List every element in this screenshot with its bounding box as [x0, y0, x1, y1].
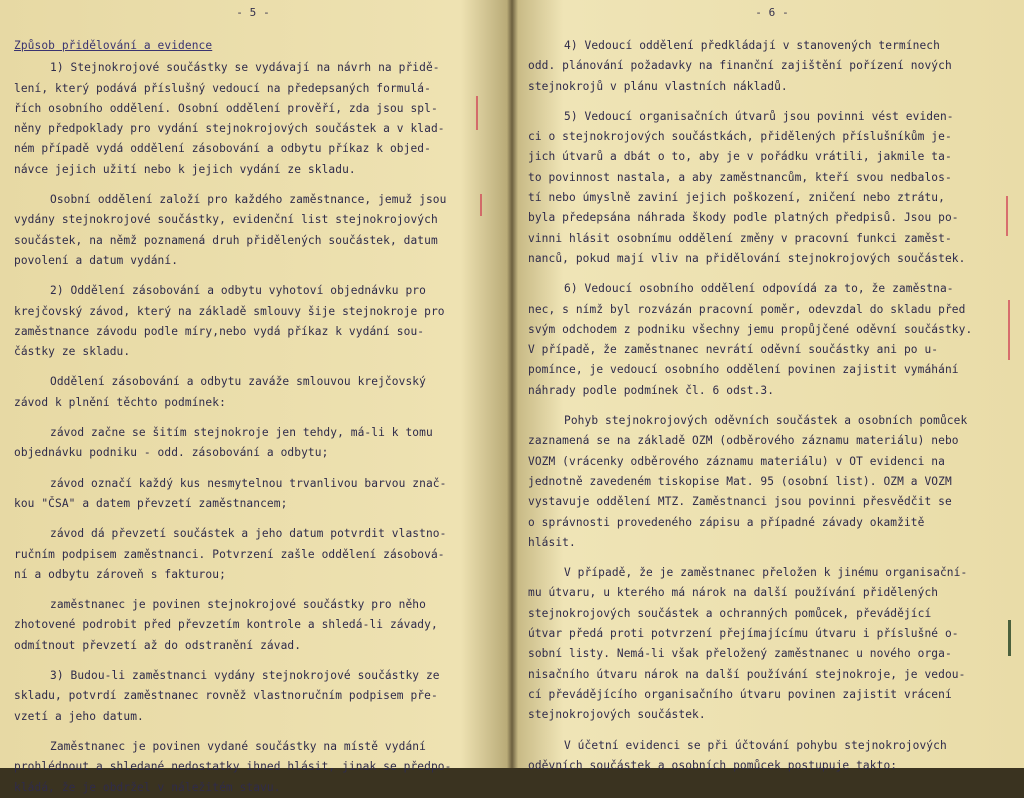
- text-line: kládá, že je obdržel v náležitém stavu.: [14, 780, 281, 794]
- text-line: 5) Vedoucí organisačních útvarů jsou povinni vést eviden-: [564, 109, 954, 123]
- text-line: 6) Vedoucí osobního oddělení odpovídá za to, že zaměstna-: [564, 282, 954, 296]
- text-line: řích osobního oddělení. Osobní oddělení prověří, zda jsou spl-: [14, 101, 438, 115]
- text-line: odd. plánování požadavky na finanční zajištění pořízení nových: [528, 59, 952, 73]
- margin-mark: [476, 96, 478, 130]
- text-line: o správnosti provedeného zápisu a případné závady okamžitě: [528, 515, 925, 529]
- paragraph: [14, 190, 492, 271]
- text-line: odmítnout převzetí až do odstranění závad.: [14, 638, 302, 652]
- right-page: [514, 0, 1024, 772]
- text-line: objednávku podniku - odd. zásobování a odbytu;: [14, 446, 329, 460]
- text-line: Oddělení zásobování a odbytu zaváže smlouvou krejčovský: [50, 375, 426, 389]
- margin-mark: [1008, 300, 1010, 360]
- text-line: 4) Vedoucí oddělení předkládají v stanovených termínech: [564, 39, 940, 52]
- text-line: oděvních součástek a osobních pomůcek postupuje takto:: [528, 758, 898, 772]
- text-line: vinni hlásit osobnímu oddělení změny v pracovní funkci zaměst-: [528, 231, 952, 245]
- text-line: vydány stejnokrojové součástky, evidenční list stejnokrojových: [14, 213, 438, 227]
- text-line: závod začne se šitím stejnokroje jen tehdy, má-li k tomu: [50, 426, 433, 440]
- text-line: ném případě vydá oddělení zásobování a odbytu příkaz k objed-: [14, 142, 431, 156]
- text-line: něny předpoklady pro vydání stejnokrojových součástek a v klad-: [14, 122, 445, 136]
- text-line: pomínce, je vedoucí osobního oddělení povinen zajistit vymáhání: [528, 363, 959, 377]
- text-line: Zaměstnanec je povinen vydané součástky na místě vydání: [50, 739, 426, 753]
- text-line: mu útvaru, u kterého má nárok na další používání přidělených: [528, 586, 939, 600]
- text-line: svým odchodem z podniku všechny jemu propůjčené oděvní součástky.: [528, 322, 973, 336]
- paragraph: [14, 58, 492, 180]
- paragraph: [528, 736, 1016, 777]
- text-line: VOZM (vrácenky odběrového záznamu materiálu) v OT evidenci na: [528, 454, 945, 468]
- paragraph: [14, 372, 492, 413]
- text-line: vystavuje oddělení MTZ. Zaměstnanci jsou povinni přesvědčit se: [528, 495, 952, 509]
- text-line: 2) Oddělení zásobování a odbytu vyhotoví objednávku pro: [50, 284, 426, 298]
- text-line: vzetí a jeho datum.: [14, 709, 144, 723]
- text-line: návce jejich užití nebo k jejich vydání ze skladu.: [14, 162, 356, 176]
- text-line: V účetní evidenci se při účtování pohybu stejnokrojových: [564, 738, 947, 752]
- text-line: byla předepsána náhrada škody podle platných předpisů. Jsou po-: [528, 211, 959, 225]
- text-line: lení, který podává příslušný vedoucí na předepsaných formulá-: [14, 81, 431, 95]
- text-line: V případě, že je zaměstnanec přeložen k jinému organisační-: [564, 566, 968, 580]
- text-line: tí nebo úmyslně zaviní jejich poškození, zničení nebo ztrátu,: [528, 191, 945, 205]
- paragraph: [528, 563, 1016, 725]
- text-line: stejnokrojů v plánu vlastních nákladů.: [528, 79, 788, 93]
- paragraph: [528, 411, 1016, 553]
- text-line: závod k plnění těchto podmínek:: [14, 395, 226, 409]
- text-line: částky ze skladu.: [14, 345, 131, 359]
- text-line: kou "ČSA" a datem převzetí zaměstnancem;: [14, 496, 288, 510]
- text-line: ci o stejnokrojových součástkách, přidělených příslušníkům je-: [528, 130, 952, 144]
- text-line: to povinnost nastala, a aby zaměstnancům, kteří svou nedbalos-: [528, 170, 952, 184]
- text-line: hlásit.: [528, 535, 576, 549]
- text-line: zaměstnanec je povinen stejnokrojové součástky pro něho: [50, 598, 426, 612]
- text-line: Osobní oddělení založí pro každého zaměstnance, jemuž jsou: [50, 193, 447, 207]
- paragraph: [14, 737, 492, 798]
- text-line: stejnokrojových součástek.: [528, 708, 706, 722]
- text-line: stejnokrojových součástek a ochranných pomůcek, převádějící: [528, 606, 932, 620]
- margin-mark: [1008, 620, 1011, 656]
- text-line: zaznamená se na základě OZM (odběrového záznamu materiálu) nebo: [528, 434, 959, 448]
- text-line: jednotně zavedeném tiskopise Mat. 95 (osobní list). OZM a VOZM: [528, 474, 952, 488]
- text-line: nec, s nímž byl rozvázán pracovní poměr, odevzdal do skladu před: [528, 302, 966, 316]
- paragraph: [14, 595, 492, 656]
- text-line: Pohyb stejnokrojových oděvních součástek a osobních pomůcek: [564, 414, 968, 428]
- text-line: zhotovené podrobit před převzetím kontrole a shledá-li závady,: [14, 618, 438, 632]
- text-line: 3) Budou-li zaměstnanci vydány stejnokrojové součástky ze: [50, 669, 440, 683]
- text-line: nisačního útvaru nárok na další používání stejnokroje, je vedou-: [528, 667, 966, 681]
- text-line: krejčovský závod, který na základě smlouvy šije stejnokroje pro: [14, 304, 445, 318]
- text-line: ní a odbytu zároveň s fakturou;: [14, 567, 226, 581]
- text-line: jich útvarů a dbát o to, aby je v pořádku vrátili, jakmile ta-: [528, 150, 952, 164]
- text-line: 1) Stejnokrojové součástky se vydávají na návrh na přidě-: [50, 61, 440, 75]
- margin-mark: [1006, 196, 1008, 236]
- text-line: náhrady podle podmínek čl. 6 odst.3.: [528, 383, 775, 397]
- paragraph: [528, 279, 1016, 401]
- text-line: povolení a datum vydání.: [14, 253, 179, 267]
- text-line: cí převádějícího organisačního útvaru povinen zajistit vrácení: [528, 687, 952, 701]
- paragraph: [14, 281, 492, 362]
- text-line: součástek, na němž poznamená druh přidělených součástek, datum: [14, 233, 438, 247]
- page-number: - 6 -: [755, 6, 789, 19]
- text-line: závod označí každý kus nesmytelnou trvanlivou barvou znač-: [50, 476, 447, 490]
- text-line: nanců, pokud mají vliv na přidělování stejnokrojových součástek.: [528, 251, 966, 265]
- page-number: - 5 -: [236, 6, 270, 19]
- paragraph: [14, 474, 492, 515]
- text-line: útvar předá proti potvrzení přejímajícímu útvaru i příslušné o-: [528, 627, 959, 641]
- paragraph: [14, 666, 492, 727]
- text-line: sobní listy. Nemá-li však přeložený zaměstnanec u nového orga-: [528, 647, 952, 661]
- text-line: skladu, potvrdí zaměstnanec rovněž vlastnoručním podpisem pře-: [14, 689, 438, 703]
- left-page: [0, 0, 500, 794]
- paragraph: [528, 36, 1016, 97]
- text-line: prohlédnout a shledané nedostatky ihned hlásit, jinak se předpo-: [14, 760, 452, 774]
- text-line: ručním podpisem zaměstnanci. Potvrzení zašle oddělení zásobová-: [14, 547, 445, 561]
- text-line: závod dá převzetí součástek a jeho datum potvrdit vlastno-: [50, 527, 447, 541]
- paragraph: [14, 423, 492, 464]
- margin-mark: [480, 194, 482, 216]
- text-line: V případě, že zaměstnanec nevrátí oděvní součástky ani po u-: [528, 343, 939, 357]
- text-line: zaměstnance závodu podle míry,nebo vydá příkaz k vydání sou-: [14, 324, 425, 338]
- paragraph: [14, 524, 492, 585]
- section-heading: Způsob přidělování a evidence: [14, 39, 213, 52]
- paragraph: [528, 107, 1016, 269]
